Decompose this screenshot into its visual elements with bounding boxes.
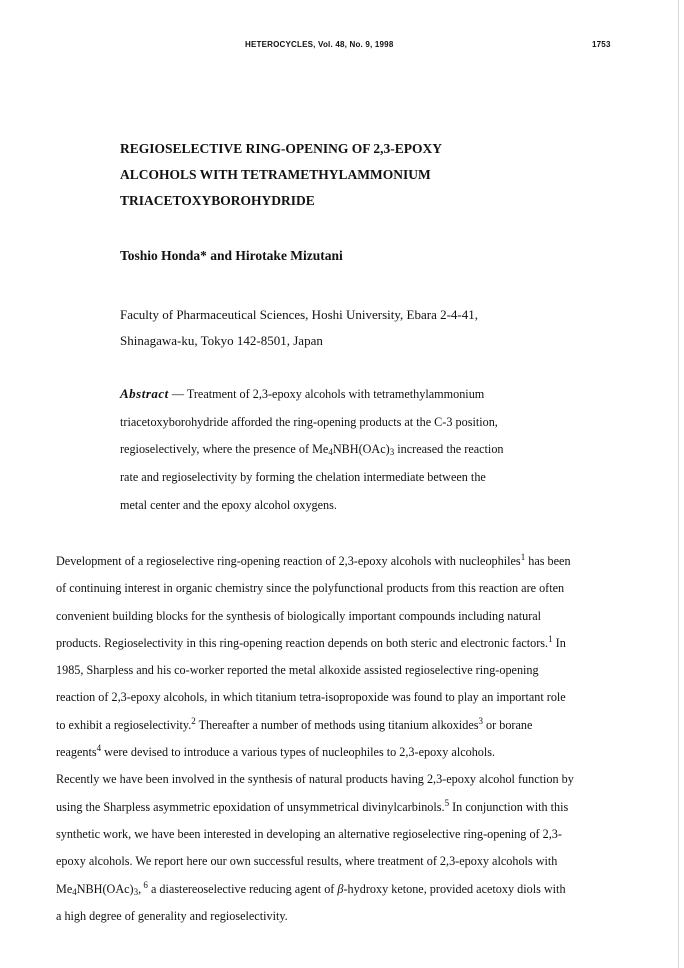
body-line: epoxy alcohols. We report here our own successful results, where treatment of 2,3-epoxy alcohols with <box>56 854 558 869</box>
reference-superscript: 6 <box>141 879 148 890</box>
affiliation-line: Shinagawa-ku, Tokyo 142-8501, Japan <box>120 333 323 348</box>
body-line: products. Regioselectivity in this ring-opening reaction depends on both steric and electronic factors.$^1$ In <box>56 633 566 650</box>
body-line: using the Sharpless asymmetric epoxidation of unsymmetrical divinylcarbinols.$^5$ In conjunction with this <box>56 797 569 814</box>
body-text <box>56 548 656 930</box>
reference-superscript: 1 <box>520 552 526 562</box>
abstract-line: metal center and the epoxy alcohol oxygens. <box>120 497 337 512</box>
title-line: ALCOHOLS WITH TETRAMETHYLAMMONIUM <box>120 167 431 182</box>
abstract <box>120 380 590 520</box>
reference-superscript: 1 <box>548 633 553 644</box>
body-line: $Me_4NBH(OAc)_3$, $^6$ a diastereoselective reducing agent of β-hydroxy ketone, provided acetoxy diols with <box>56 879 566 897</box>
abstract-line: triacetoxyborohydride afforded the ring-opening products at the C-3 position, <box>120 414 498 429</box>
body-line: reaction of 2,3-epoxy alcohols, in which titanium tetra-isopropoxide was found to play an important role <box>56 690 566 705</box>
body-line: 1985, Sharpless and his co-worker reported the metal alkoxide assisted regioselective ring-opening <box>56 663 539 678</box>
body-line: reagents$^4$ were devised to introduce a various types of nucleophiles to 2,3-epoxy alcohols. <box>56 743 496 760</box>
body-line: Development of a regioselective ring-opening reaction of 2,3-epoxy alcohols with nucleophiles$^1$ has been <box>56 552 571 568</box>
reference-superscript: 3 <box>478 715 483 726</box>
body-line: a high degree of generality and regioselectivity. <box>56 908 288 923</box>
title-line: REGIOSELECTIVE RING-OPENING OF 2,3-EPOXY <box>120 141 443 156</box>
reference-superscript: 2 <box>191 715 196 726</box>
article-title <box>120 136 600 214</box>
abstract-line: regioselectively, where the presence of $Me_4NBH(OAc)_3$ increased the reaction <box>120 442 504 458</box>
abstract-line: rate and regioselectivity by forming the chelation intermediate between the <box>120 470 486 485</box>
body-line: to exhibit a regioselectivity.$^2$ Thereafter a number of methods using titanium alkoxides$^3$ or borane <box>56 715 533 732</box>
affiliation-line: Faculty of Pharmaceutical Sciences, Hoshi University, Ebara 2-4-41, <box>120 307 478 322</box>
page-number: 1753 <box>592 40 611 49</box>
author-list: Toshio Honda* and Hirotake Mizutani <box>120 248 343 263</box>
reference-superscript: 4 <box>96 743 102 754</box>
body-line: of continuing interest in organic chemistry since the polyfunctional products from this reaction are often <box>56 581 565 596</box>
body-line: convenient building blocks for the synthesis of biologically important compounds including natural <box>56 608 542 623</box>
abstract-label: Abstract <box>120 386 169 401</box>
title-line: TRIACETOXYBOROHYDRIDE <box>120 193 315 208</box>
body-line: synthetic work, we have been interested in developing an alternative regioselective ring-opening of 2,3- <box>56 826 562 841</box>
affiliation <box>120 302 478 354</box>
body-line: Recently we have been involved in the synthesis of natural products having 2,3-epoxy alcohol function by <box>56 772 574 787</box>
journal-citation: HETEROCYCLES, Vol. 48, No. 9, 1998 <box>245 40 394 49</box>
beta-symbol: β <box>337 881 344 896</box>
reference-superscript: 5 <box>444 797 450 808</box>
abstract-line: Abstract — Treatment of 2,3-epoxy alcohols with tetramethylammonium <box>120 386 485 401</box>
page-edge-line <box>678 0 679 968</box>
